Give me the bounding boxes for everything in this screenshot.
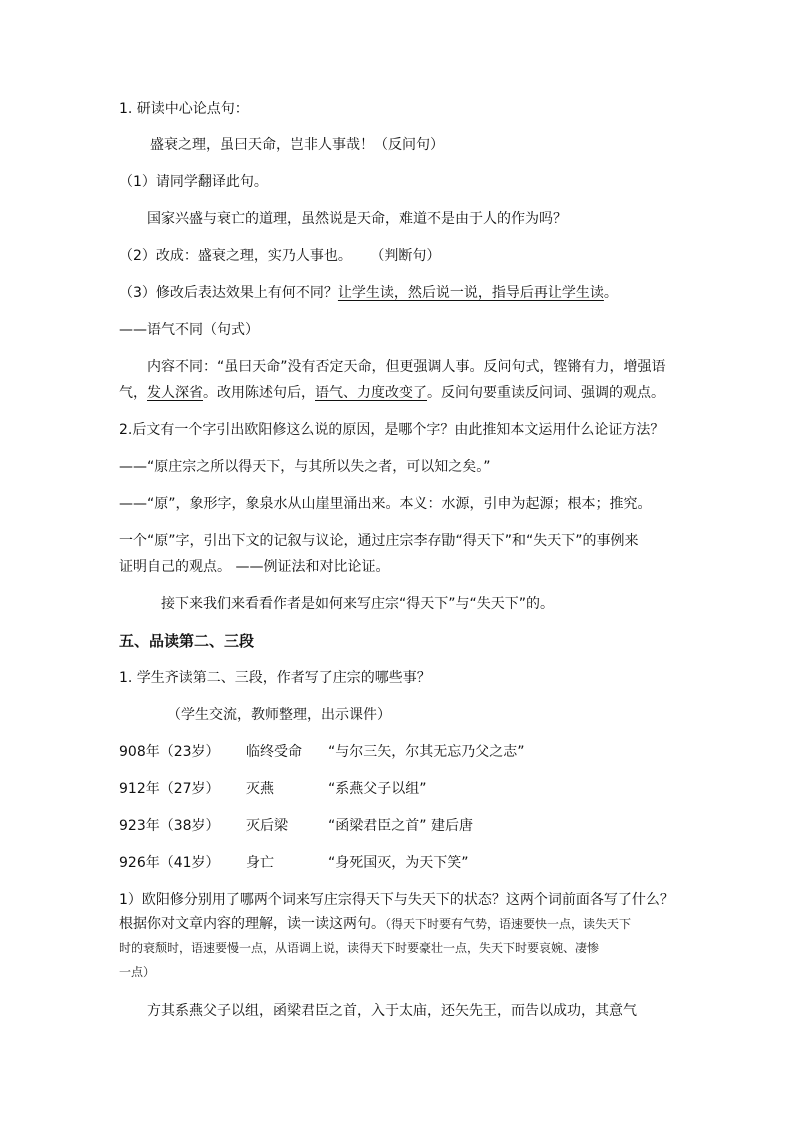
- question-3-end: 。: [603, 285, 618, 301]
- question-2: [119, 246, 440, 266]
- section-5-heading: 五、品读第二、三段: [119, 632, 255, 650]
- sub-question-1-text: 根据你对文章内容的理解，读一读这两句。: [119, 916, 385, 932]
- transition-sentence: 接下来我们来看看作者是如何来写庄宗“得天下”与“失天下”的。: [161, 596, 555, 612]
- passage-quote: 方其系燕父子以组，函梁君臣之首，入于太庙，还矢先王，而告以成功，其意气: [147, 1003, 637, 1019]
- event-year: 912年（27岁）: [119, 781, 220, 797]
- event-name: 灭燕: [246, 781, 274, 797]
- content-diff-underline-2: 语气、力度改变了: [315, 385, 427, 401]
- answer-4-line-1: ——“原庄宗之所以得天下，与其所以失之者，可以知之矣。”: [119, 459, 491, 475]
- content-diff-part-1: 气，: [119, 385, 147, 401]
- event-year: 908年（23岁）: [119, 744, 220, 760]
- question-1: （1）请同学翻译此句。: [119, 174, 268, 190]
- event-year: 926年（41岁）: [119, 855, 220, 871]
- event-name: 身亡: [246, 855, 274, 871]
- question-3: [119, 283, 618, 303]
- sub-question-1-line-1: 1）欧阳修分别用了哪两个词来写庄宗得天下与失天下的状态？这两个词前面各写了什么？: [119, 892, 674, 908]
- sub-question-1-line-2: [119, 914, 631, 934]
- event-quote: “与尔三矢，尔其无忘乃父之志”: [328, 744, 525, 760]
- content-diff-part-3: 。反问句要重读反问词、强调的观点。: [427, 385, 665, 401]
- answer-1: 国家兴盛与衰亡的道理，虽然说是天命，难道不是由于人的作为吗？: [147, 211, 567, 227]
- central-thesis-quote: 盛衰之理，虽曰天命，岂非人事哉！（反问句）: [150, 137, 444, 153]
- question-3-instruction: 让学生读，然后说一说，指导后再让学生读: [337, 285, 604, 301]
- question-4: 2.后文有一个字引出欧阳修这么说的原因，是哪个字？由此推知本文运用什么论证方法？: [119, 422, 665, 438]
- content-diff-part-2: 。改用陈述句后，: [203, 385, 315, 401]
- reading-note-part-3: 一点）: [119, 965, 156, 979]
- question-2-tag: （判断句）: [370, 248, 441, 264]
- event-name: 临终受命: [246, 744, 302, 760]
- section-5-note: （学生交流，教师整理，出示课件）: [167, 707, 391, 723]
- event-quote: “身死国灭，为天下笑”: [328, 855, 469, 871]
- event-quote: “函梁君臣之首” 建后唐: [328, 818, 473, 834]
- event-name: 灭后梁: [246, 818, 288, 834]
- content-diff-line-1: 内容不同：“虽曰天命”没有否定天命，但更强调人事。反问句式，铿锵有力，增强语: [147, 359, 666, 375]
- content-diff-line-2: [119, 383, 665, 403]
- answer-4-line-4: 证明自己的观点。 ——例证法和对比论证。: [119, 559, 390, 575]
- answer-4-line-2: ——“原”，象形字，象泉水从山崖里涌出来。本义：水源，引申为起源；根本；推究。: [119, 496, 652, 512]
- tone-heading: ——语气不同（句式）: [119, 322, 259, 338]
- item-1-title: 1. 研读中心论点句：: [119, 101, 249, 117]
- section-5-question-1: 1. 学生齐读第二、三段，作者写了庄宗的哪些事？: [119, 670, 431, 686]
- question-2-text: （2）改成：盛衰之理，实乃人事也。: [119, 248, 352, 264]
- content-diff-underline-1: 发人深省: [147, 385, 203, 401]
- event-year: 923年（38岁）: [119, 818, 220, 834]
- question-3-text: （3）修改后表达效果上有何不同？: [119, 285, 338, 301]
- event-quote: “系燕父子以组”: [328, 781, 427, 797]
- answer-4-line-3: 一个“原”字，引出下文的记叙与议论，通过庄宗李存勖“得天下”和“失天下”的事例来: [119, 533, 639, 549]
- reading-note-part-1: （得天下时要有气势，语速要快一点，读失天下: [385, 917, 632, 931]
- reading-note-part-2: 时的衰颓时，语速要慢一点，从语调上说，读得天下时要豪壮一点，失天下时要哀婉、凄惨: [119, 941, 600, 955]
